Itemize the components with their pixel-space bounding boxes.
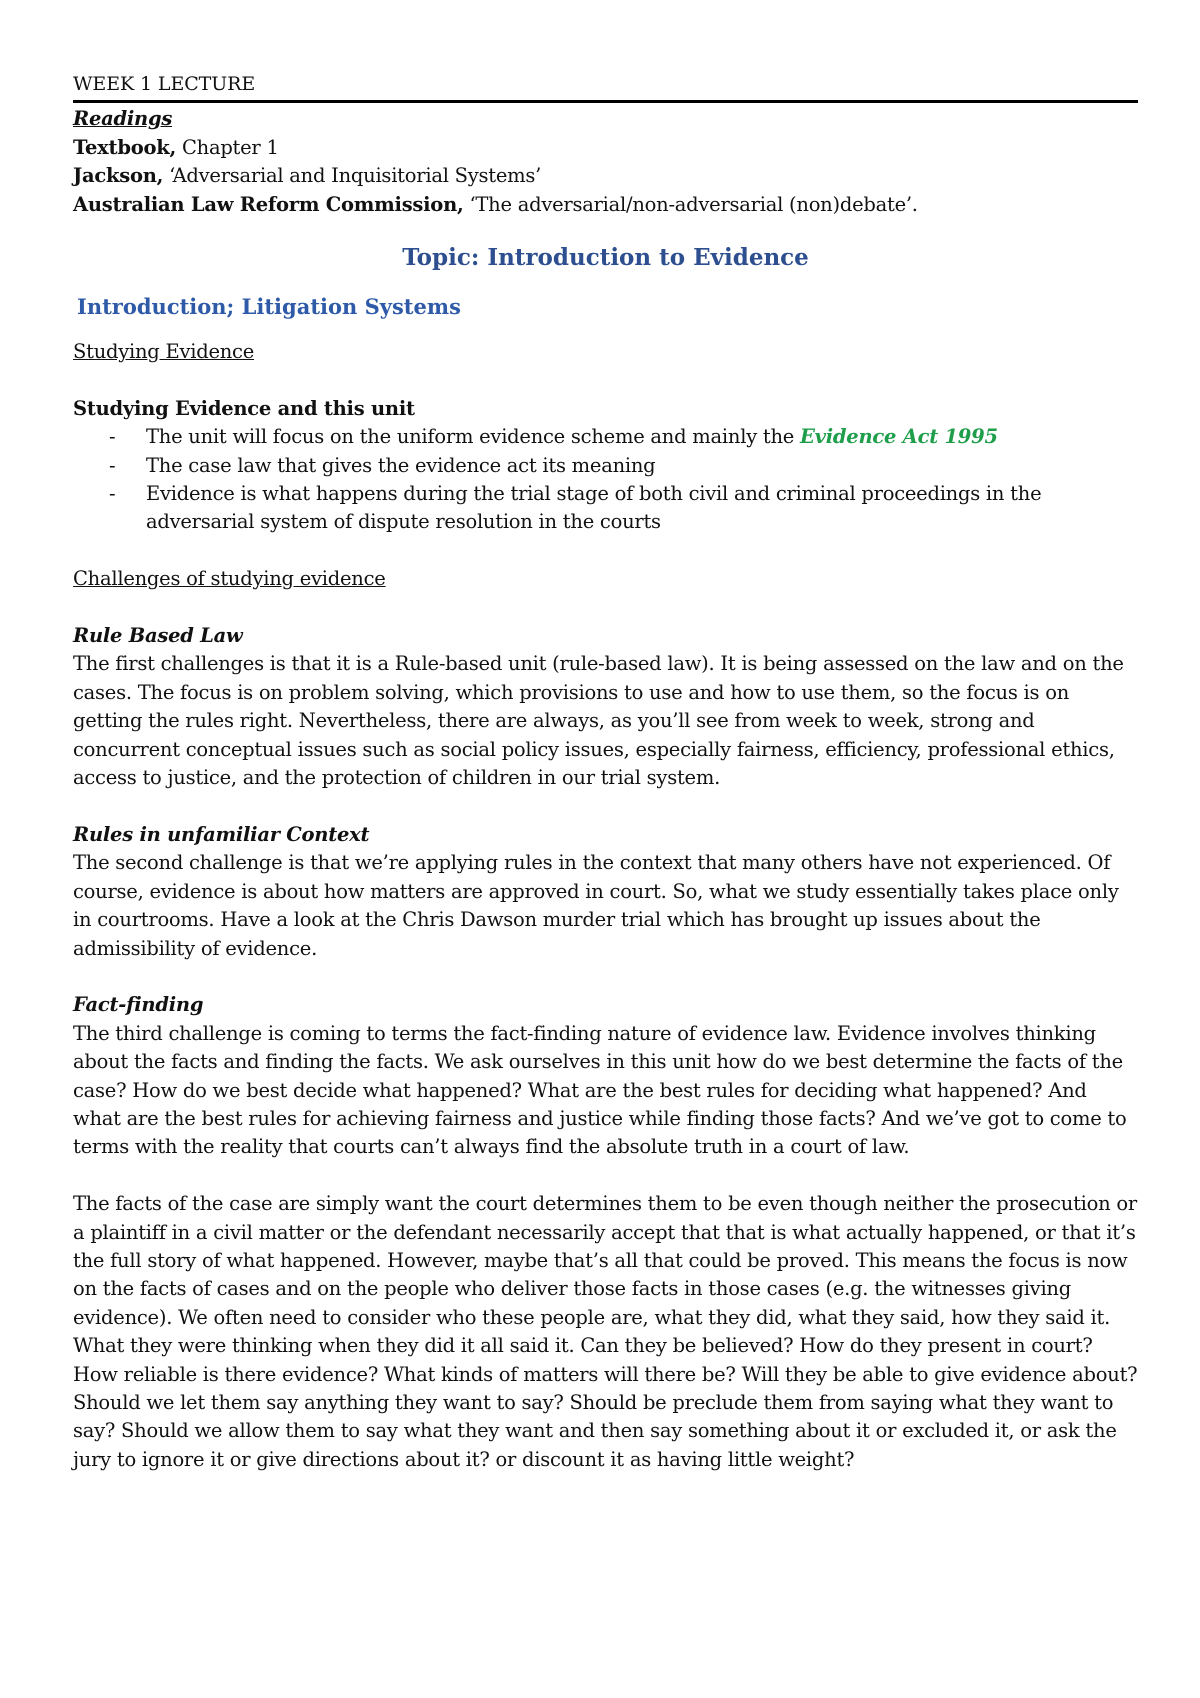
unfamiliar-context-body: The second challenge is that we’re applying rules in the context that many others have not experienced. Of course, evidence is about how matters are approved in court. So, what we study essentially takes place only in courtrooms. Have a look at the Chris Dawson murder trial which has brought up issues about the admissibility of evidence. (73, 851, 1119, 960)
fact-finding-body: The third challenge is coming to terms the fact-finding nature of evidence law. Evidence involves thinking about the facts and finding the facts. We ask ourselves in this unit how do we best determine the facts of the case? How do we best decide what happened? What are the best rules for deciding what happened? And what are the best rules for achieving fairness and justice while finding those facts? And we’ve got to come to terms with the reality that courts can’t always find the absolute truth in a court of law. (73, 1021, 1127, 1159)
fact-finding-section (73, 991, 1138, 1474)
studying-evidence-heading: Studying Evidence (73, 340, 255, 364)
readings-section (73, 105, 1138, 219)
rule-based-body: The first challenges is that it is a Rule-based unit (rule-based law). It is being assessed on the law and on the cases. The focus is on problem solving, which provisions to use and how to use them, so the focus is on getting the rules right. Nevertheless, there are always, as you’ll see from week to week, strong and concurrent conceptual issues such as social policy issues, especially fairness, efficiency, professional ethics, access to justice, and the protection of children in our trial system. (73, 652, 1124, 790)
reading-title: ‘The adversarial/non-adversarial (non)debate’. (463, 192, 918, 216)
bullet-text: The case law that gives the evidence act its meaning (146, 453, 656, 477)
bullet-text: Evidence is what happens during the trial stage of both civil and criminal proceedings in the adversarial system of dispute resolution in the courts (146, 482, 1042, 534)
unit-section (73, 395, 1138, 537)
challenges-heading: Challenges of studying evidence (73, 567, 386, 591)
reading-item (73, 162, 1138, 190)
reading-source: Jackson, (73, 164, 164, 188)
unfamiliar-context-heading: Rules in unfamiliar Context (73, 822, 370, 846)
unit-heading: Studying Evidence and this unit (73, 396, 415, 420)
list-item: - The case law that gives the evidence act its meaning (109, 453, 656, 477)
reading-item (73, 134, 1138, 162)
reading-item (73, 191, 1138, 219)
rule-based-section (73, 622, 1138, 792)
list-item: - Evidence is what happens during the trial stage of both civil and criminal proceedings in the adversarial system of dispute resolution in the courts (109, 482, 1042, 534)
topic-title: Topic: Introduction to Evidence (402, 244, 809, 272)
unfamiliar-context-section (73, 821, 1138, 963)
list-item: - The unit will focus on the uniform evidence scheme and mainly the Evidence Act 1995 (109, 425, 998, 449)
page-header-label: WEEK 1 LECTURE (73, 73, 256, 95)
header-divider (73, 100, 1138, 103)
bullet-text: The unit will focus on the uniform evidence scheme and mainly the (146, 425, 801, 449)
reading-source: Textbook, (73, 135, 177, 159)
fact-finding-body-continued: The facts of the case are simply want the court determines them to be even though neither the prosecution or a plaintiff in a civil matter or the defendant necessarily accept that that is what actually happened, or that it’s the full story of what happened. However, maybe that’s all that could be proved. This means the focus is now on the facts of cases and on the people who deliver those facts in those cases (e.g. the witnesses giving evidence). We often need to consider who these people are, what they did, what they said, how they said it. What they were thinking when they did it all said it. Can they be believed? How do they present in court? How reliable is there evidence? What kinds of matters will there be? Will they be able to give evidence about? Should we let them say anything they want to say? Should be preclude them from saying what they want to say? Should we allow them to say what they want and then say something about it or excluded it, or ask the jury to ignore it or give directions about it? or discount it as having little weight? (73, 1192, 1138, 1471)
evidence-act-highlight: Evidence Act 1995 (800, 425, 998, 449)
document-page (73, 70, 1138, 1474)
fact-finding-heading: Fact-finding (73, 993, 204, 1017)
reading-source: Australian Law Reform Commission, (73, 192, 464, 216)
reading-title: ‘Adversarial and Inquisitorial Systems’ (163, 164, 542, 188)
reading-title: Chapter 1 (176, 135, 279, 159)
readings-heading: Readings (73, 107, 173, 131)
rule-based-heading: Rule Based Law (73, 624, 243, 648)
section-heading: Introduction; Litigation Systems (77, 294, 461, 320)
unit-bullet-list (73, 423, 1138, 537)
